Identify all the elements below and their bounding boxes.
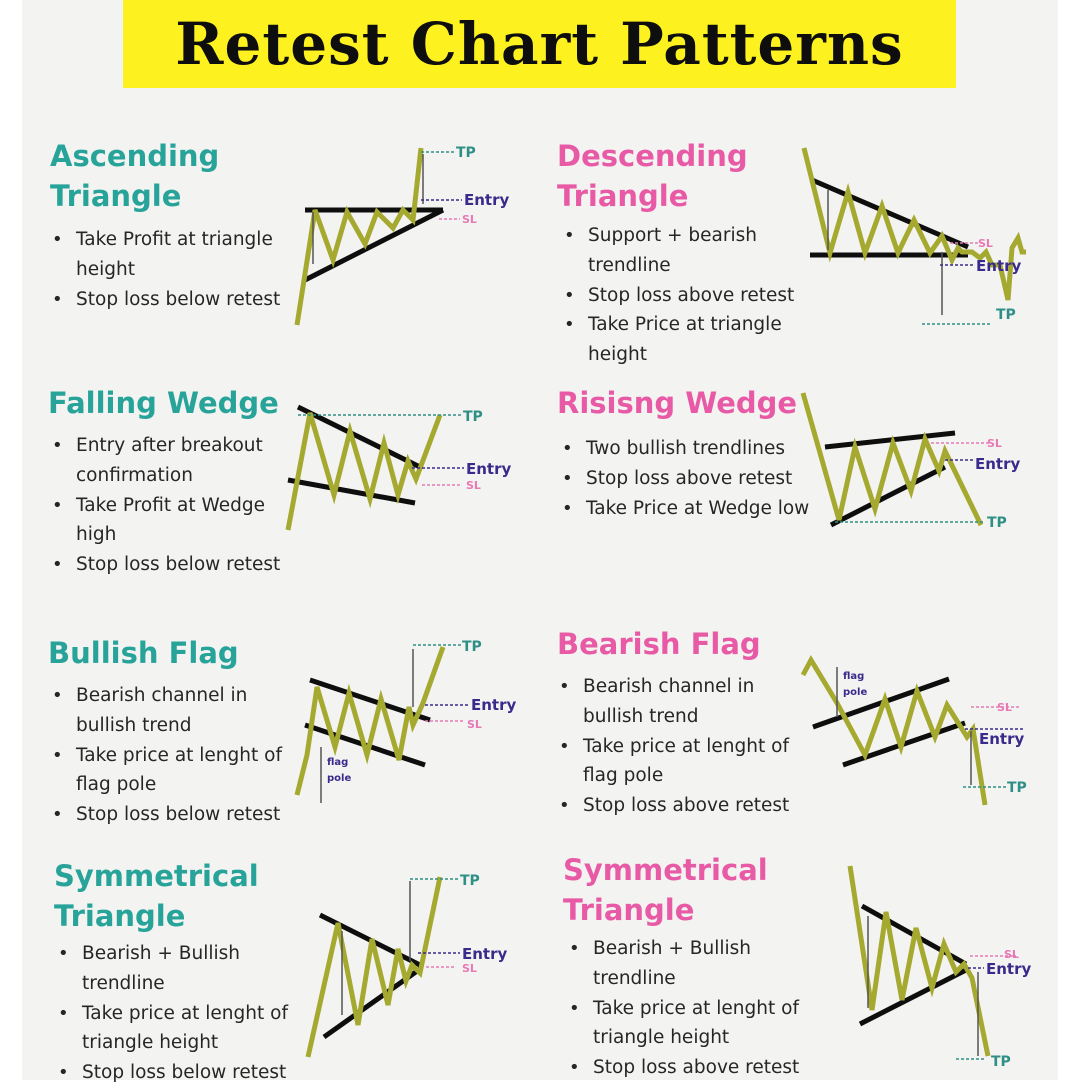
bullish-flag-title (48, 633, 239, 673)
symmetrical-triangle-bearish-diagram (838, 860, 1038, 1070)
flag-label: flag (843, 671, 865, 682)
sl-label: SL (462, 962, 477, 975)
tp-label: TP (460, 873, 480, 889)
bullet-item: • Bearish channel in bullish trend (48, 681, 313, 741)
bullet-item: • Stop loss below retest (48, 550, 298, 580)
price-line (297, 148, 421, 325)
sl-label: SL (997, 701, 1012, 714)
bullet-item: • Take price at lenght of flag pole (555, 732, 820, 792)
sl-label: SL (1004, 948, 1019, 961)
ascending-triangle-title-line2: Triangle (50, 179, 182, 213)
ascending-triangle-title (50, 136, 219, 216)
symmetrical-triangle-title-line1: Symmetrical (54, 859, 259, 893)
descending-triangle-title (557, 136, 748, 216)
entry-label: Entry (462, 945, 508, 963)
bullet-item: • Bearish + Bullish trendline (565, 934, 835, 994)
tp-label: TP (456, 145, 476, 161)
bullet-item: • Stop loss above retest (558, 464, 813, 494)
tp-label: TP (996, 307, 1016, 323)
entry-label: Entry (975, 455, 1021, 473)
bullish-flag-bullets (48, 681, 313, 830)
entry-label: Entry (464, 191, 510, 209)
title-banner (123, 0, 956, 88)
bullet-item: • Stop loss above retest (555, 791, 820, 821)
bullet-item: • Stop loss below retest (48, 285, 298, 315)
bullet-item: • Bearish channel in bullish trend (555, 672, 820, 732)
sl-label: SL (466, 479, 481, 492)
pole-label: pole (327, 773, 352, 784)
sl-label: SL (987, 437, 1002, 450)
bearish-flag-bullets (555, 672, 820, 821)
falling-wedge-diagram (280, 395, 525, 540)
price-line (297, 647, 443, 795)
price-line (288, 413, 440, 530)
entry-label: Entry (466, 460, 512, 478)
entry-label: Entry (979, 730, 1025, 748)
symmetrical-triangle-bullish-title (54, 856, 259, 936)
ascending-triangle-diagram (285, 140, 525, 335)
tp-label: TP (1007, 780, 1027, 796)
bullet-item: • Bearish + Bullish trendline (54, 939, 324, 999)
symmetrical-triangle-title-line2: Triangle (54, 899, 186, 933)
rising-wedge-bullets (558, 434, 813, 523)
sl-label: SL (462, 213, 477, 226)
bullet-item: • Stop loss below retest (48, 800, 313, 830)
entry-label: Entry (986, 960, 1032, 978)
descending-triangle-title-line1: Descending (557, 139, 748, 173)
tp-label: TP (462, 639, 482, 655)
bullet-item: • Take Price at Wedge low (558, 494, 813, 524)
symmetrical-triangle-bullish-diagram (290, 865, 525, 1065)
sl-label: SL (467, 718, 482, 731)
tp-label: TP (987, 515, 1007, 531)
bullet-item: • Take Profit at triangle height (48, 225, 298, 285)
rising-wedge-title (557, 383, 797, 423)
rising-wedge-title-line1: Risisng Wedge (557, 386, 798, 420)
bullish-flag-diagram (285, 635, 525, 810)
bearish-flag-title (557, 624, 761, 664)
bullet-item: • Two bullish trendlines (558, 434, 813, 464)
bullet-item: • Take price at lenght of flag pole (48, 741, 313, 801)
entry-label: Entry (976, 257, 1022, 275)
sl-label: SL (978, 237, 993, 250)
bullet-item: • Take Profit at Wedge high (48, 491, 298, 551)
falling-wedge-title-line1: Falling Wedge (48, 386, 279, 420)
price-line (803, 660, 985, 805)
bullet-item: • Take price at lenght of triangle height (54, 999, 324, 1059)
symmetrical-triangle-title-line2: Triangle (563, 893, 695, 927)
symmetrical-triangle-bullish-bullets (54, 939, 324, 1088)
bullish-flag-title-line1: Bullish Flag (48, 636, 239, 670)
bearish-flag-diagram (795, 645, 1035, 820)
page-title: Retest Chart Patterns (175, 10, 904, 78)
symmetrical-triangle-bearish-bullets (565, 934, 835, 1083)
falling-wedge-bullets (48, 431, 298, 580)
tp-label: TP (991, 1054, 1011, 1070)
bullet-item: • Stop loss above retest (565, 1053, 835, 1083)
bullet-item: • Take Price at triangle height (560, 310, 815, 370)
bearish-flag-title-line1: Bearish Flag (557, 627, 761, 661)
symmetrical-triangle-title-line1: Symmetrical (563, 853, 768, 887)
descending-triangle-bullets (560, 221, 815, 370)
bullet-item: • Stop loss below retest (54, 1058, 324, 1088)
symmetrical-triangle-bearish-title (563, 850, 768, 930)
descending-triangle-title-line2: Triangle (557, 179, 689, 213)
rising-wedge-diagram (795, 385, 1040, 540)
price-line (803, 393, 981, 525)
descending-triangle-diagram (790, 140, 1035, 345)
bullet-item: • Take price at lenght of triangle height (565, 994, 835, 1054)
price-line (850, 866, 988, 1056)
entry-label: Entry (471, 696, 517, 714)
pole-label: pole (843, 687, 868, 698)
bullet-item: • Stop loss above retest (560, 281, 815, 311)
price-line (804, 148, 1026, 300)
ascending-triangle-bullets (48, 225, 298, 314)
falling-wedge-title (48, 383, 279, 423)
ascending-triangle-title-line1: Ascending (50, 139, 220, 173)
flag-label: flag (327, 757, 349, 768)
bullet-item: • Support + bearish trendline (560, 221, 815, 281)
price-line (308, 877, 440, 1057)
bullet-item: • Entry after breakout confirmation (48, 431, 298, 491)
tp-label: TP (463, 409, 483, 425)
